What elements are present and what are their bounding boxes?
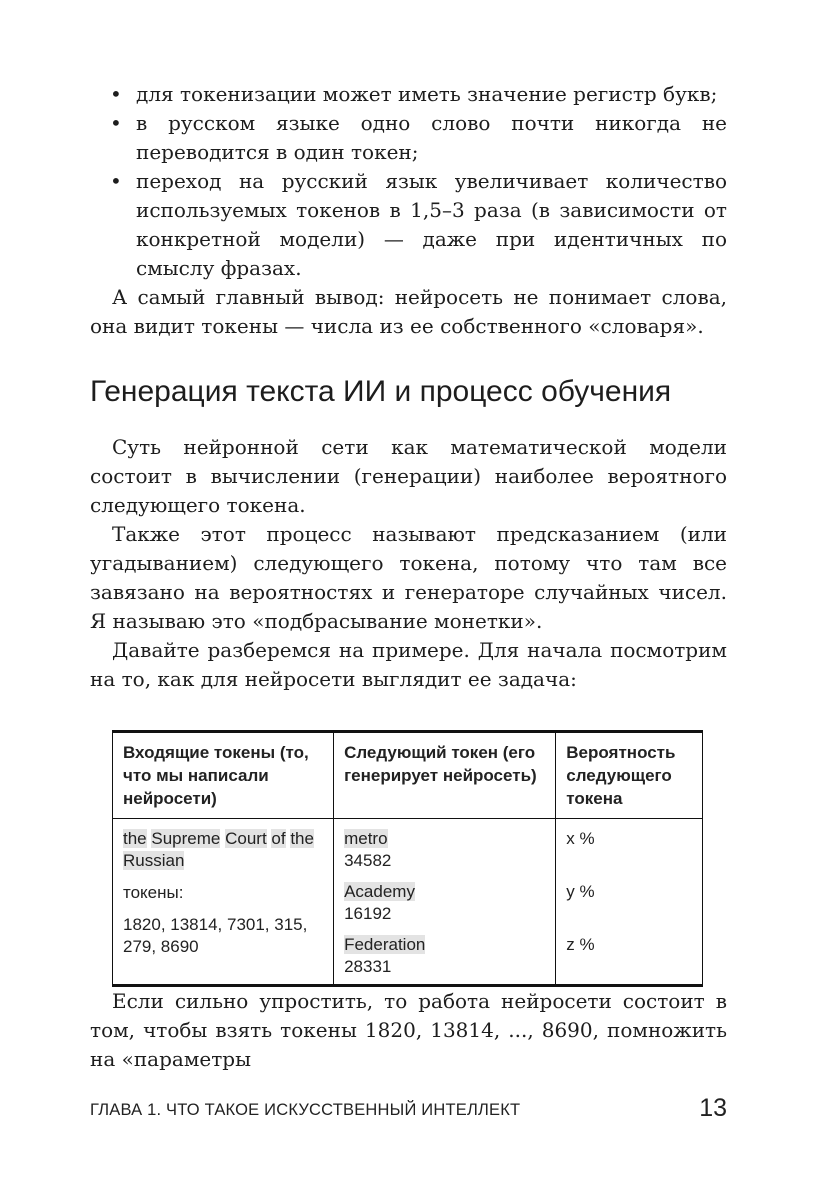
bullet-list bbox=[90, 80, 727, 283]
page-number: 13 bbox=[699, 1094, 727, 1122]
next-token-id: 34582 bbox=[344, 851, 392, 870]
bullet-item: • переход на русский язык увеличивает количество используемых токенов в 1,5–3 раза (в зависимости от конкретной модели) — даже при идентичных по смыслу фразах. bbox=[90, 167, 727, 283]
header-input-tokens: Входящие токены (то, что мы написали нейросети) bbox=[113, 732, 334, 819]
next-token-cell bbox=[334, 819, 556, 986]
table-header-row bbox=[113, 732, 703, 819]
next-token-option bbox=[344, 881, 545, 925]
token-highlight: of bbox=[271, 829, 286, 848]
chapter-title: ГЛАВА 1. ЧТО ТАКОЕ ИСКУССТВЕННЫЙ ИНТЕЛЛЕКТ bbox=[90, 1101, 521, 1119]
token-table bbox=[112, 730, 703, 987]
probability-value: x % bbox=[566, 829, 595, 848]
token-highlight: Court bbox=[225, 829, 267, 848]
probability-cell bbox=[556, 819, 703, 986]
next-token-id: 16192 bbox=[344, 904, 392, 923]
token-highlight: Russian bbox=[123, 851, 185, 870]
bullet-item: • в русском языке одно слово почти никогда не переводится в один токен; bbox=[90, 109, 727, 167]
paragraph: Давайте разберемся на примере. Для начала посмотрим на то, как для нейросети выглядит ее задача: bbox=[90, 638, 727, 691]
header-next-token: Следующий токен (его генерирует нейросеть) bbox=[334, 732, 556, 819]
conclusion-paragraph: А самый главный вывод: нейросеть не понимает слова, она видит токены — числа из ее собственного «словаря». bbox=[90, 285, 727, 338]
next-token-option bbox=[344, 828, 545, 872]
section-title: Генерация текста ИИ и процесс обучения bbox=[90, 375, 672, 408]
page-body bbox=[90, 80, 727, 1074]
next-token-word: metro bbox=[344, 829, 388, 848]
token-highlight: the bbox=[290, 829, 314, 848]
paragraph: Суть нейронной сети как математической модели состоит в вычислении (генерации) наиболее вероятного следующего токена. bbox=[90, 435, 727, 517]
header-probability: Вероятность следующего токена bbox=[556, 732, 703, 819]
input-tokens-cell bbox=[113, 819, 334, 986]
bullet-item: • для токенизации может иметь значение регистр букв; bbox=[90, 80, 727, 109]
tokens-label: токены: bbox=[123, 883, 184, 902]
probability-value: y % bbox=[566, 882, 595, 901]
token-highlight: the bbox=[123, 829, 147, 848]
paragraph: Также этот процесс называют предсказанием (или угадыванием) следующего токена, потому что там все завязано на вероятностях и генераторе случайных чисел. Я называю это «подбрасывание монетки». bbox=[90, 522, 727, 633]
next-token-id: 28331 bbox=[344, 957, 392, 976]
paragraph: Если сильно упростить, то работа нейросети состоит в том, чтобы взять токены 1820, 13814, ..., 8690, помножить на «параметры bbox=[90, 989, 727, 1071]
next-token-word: Federation bbox=[344, 935, 426, 954]
table-row bbox=[113, 819, 703, 986]
input-phrase bbox=[123, 828, 323, 872]
next-token-option bbox=[344, 934, 545, 978]
token-highlight: Supreme bbox=[151, 829, 221, 848]
token-ids: 1820, 13814, 7301, 315, 279, 8690 bbox=[123, 915, 308, 956]
next-token-word: Academy bbox=[344, 882, 415, 901]
probability-value: z % bbox=[566, 935, 595, 954]
